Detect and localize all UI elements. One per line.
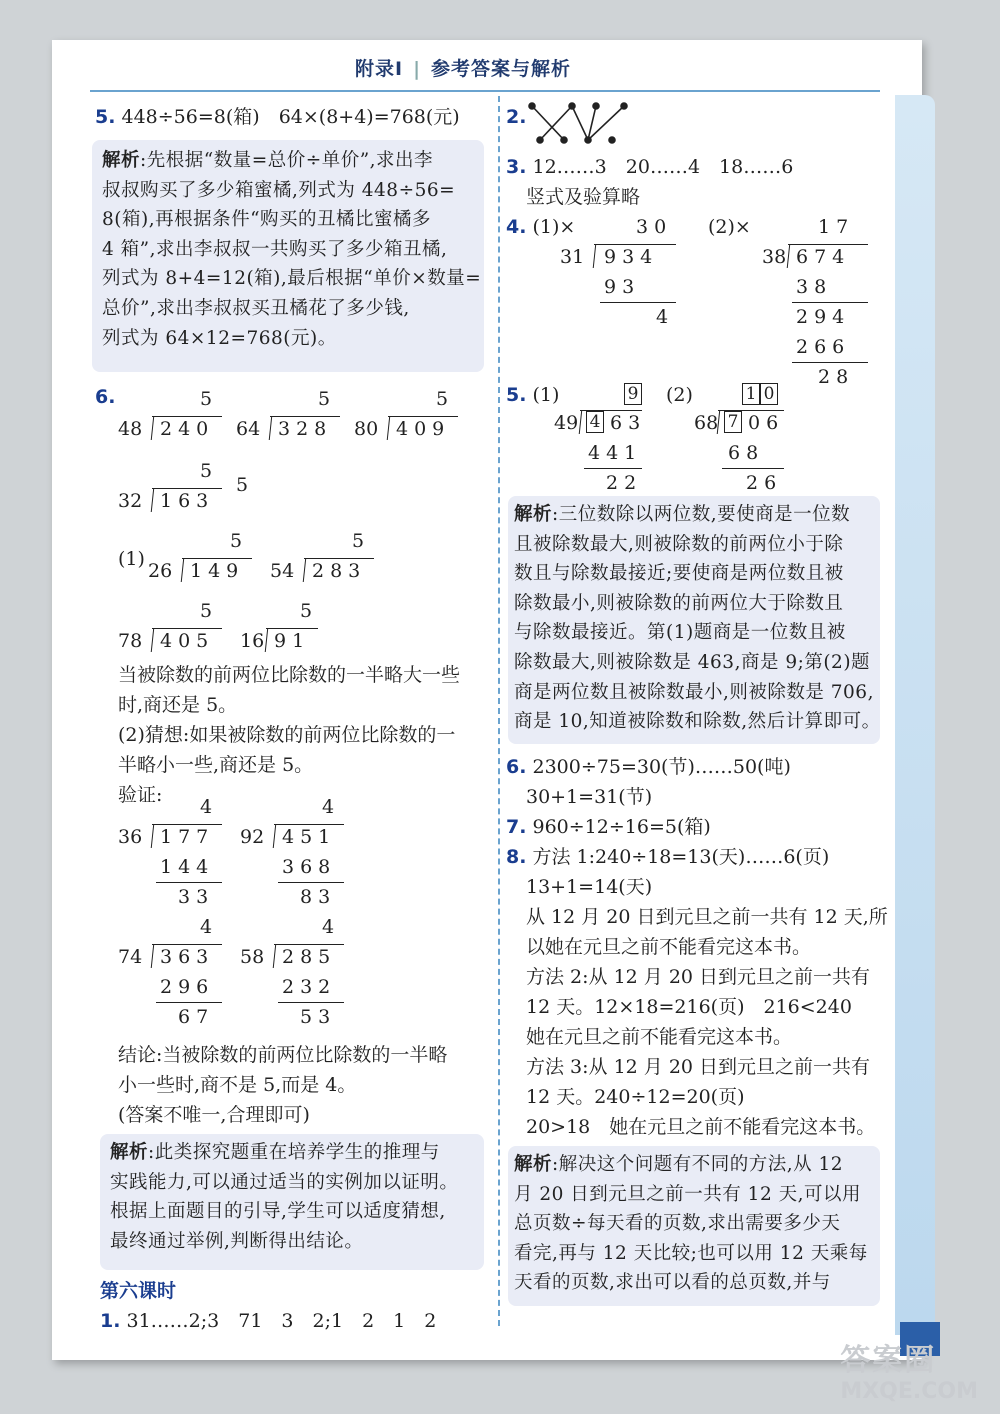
dividend: 451 bbox=[282, 826, 337, 848]
dividend: 405 bbox=[160, 630, 215, 652]
quotient: 17 bbox=[818, 216, 855, 238]
divisor: 54 bbox=[270, 560, 295, 582]
explanation-3 bbox=[514, 500, 881, 737]
text-line: 半略小一些,商还是 5。 bbox=[118, 754, 314, 776]
bottom-dot bbox=[609, 137, 615, 143]
part-label: (2) bbox=[666, 384, 693, 406]
match-line bbox=[588, 106, 624, 140]
product: 144 bbox=[160, 856, 215, 878]
match-line bbox=[572, 106, 588, 140]
divisor: 68 bbox=[694, 412, 719, 434]
remainder: 33 bbox=[178, 886, 215, 908]
digit-box: 7 bbox=[724, 411, 742, 433]
question-number: 1. bbox=[100, 1310, 121, 1332]
side-note: 5 bbox=[236, 474, 249, 496]
text-line: 小一些时,商不是 5,而是 4。 bbox=[118, 1074, 357, 1096]
divisor: 64 bbox=[236, 418, 261, 440]
exp-line: 列式为 8+4=12(箱),最后根据“单价×数量= bbox=[102, 268, 482, 290]
appendix-label: 附录Ⅰ bbox=[355, 58, 404, 80]
text-line: 结论:当被除数的前两位比除数的一半略 bbox=[118, 1044, 448, 1066]
divisor: 32 bbox=[118, 490, 143, 512]
exp-line: :三位数除以两位数,要使商是一位数 bbox=[552, 504, 851, 525]
answer-text: 以她在元旦之前不能看完这本书。 bbox=[526, 936, 812, 958]
digit-box: 1 bbox=[742, 383, 760, 405]
answer-text: 12 天。12×18=216(页) 216<240 bbox=[526, 996, 852, 1018]
divisor: 92 bbox=[240, 826, 265, 848]
answer-text: 2300÷75=30(节)……50(吨) bbox=[532, 756, 791, 778]
question-number: 5. bbox=[506, 384, 527, 406]
match-line bbox=[532, 106, 564, 140]
exp-line: 叔叔购买了多少箱蜜橘,列式为 448÷56= bbox=[102, 179, 456, 201]
exp-line: 与除数最接近。第(1)题商是一位数且被 bbox=[514, 622, 846, 644]
product: 93 bbox=[604, 276, 641, 298]
answer-text: 960÷12÷16=5(箱) bbox=[532, 816, 711, 838]
exp-line: 列式为 64×12=768(元)。 bbox=[102, 327, 337, 349]
product: 441 bbox=[588, 442, 643, 464]
exp-line: 月 20 日到元旦之前一共有 12 天,可以用 bbox=[514, 1183, 861, 1205]
left-q1 bbox=[100, 1310, 436, 1333]
divisor: 74 bbox=[118, 946, 143, 968]
quotient: 30 bbox=[636, 216, 673, 238]
text-line: 时,商还是 5。 bbox=[118, 694, 238, 716]
explanation-2 bbox=[110, 1138, 458, 1256]
matching-lines-diagram bbox=[524, 100, 644, 146]
part-label: (1) bbox=[532, 384, 560, 406]
quotient: 5 bbox=[352, 530, 371, 552]
answer-text: 448÷56=8(箱) 64×(8+4)=768(元) bbox=[121, 106, 460, 128]
answer-text: 30+1=31(节) bbox=[526, 786, 653, 808]
exp-line: 且被除数最大,则被除数的前两位小于除 bbox=[514, 533, 844, 555]
exp-line: 除数最大,则被除数是 463,商是 9;第(2)题 bbox=[514, 651, 871, 673]
quotient: 4 bbox=[200, 796, 219, 818]
dividend: 63 bbox=[610, 412, 647, 434]
answer-text: 13+1=14(天) bbox=[526, 876, 653, 898]
explanation-4 bbox=[514, 1150, 868, 1298]
exp-line: 看完,再与 12 天比较;也可以用 12 天乘每 bbox=[514, 1242, 868, 1264]
exp-line: 8(箱),再根据条件“购买的丑橘比蜜橘多 bbox=[102, 209, 432, 231]
explanation-label: 解析 bbox=[102, 150, 141, 171]
exp-line: 根据上面题目的引导,学生可以适度猜想, bbox=[110, 1201, 446, 1223]
quotient: 4 bbox=[200, 916, 219, 938]
watermark-logo-text: 答案圈 bbox=[840, 1343, 937, 1378]
divisor: 38 bbox=[762, 246, 787, 268]
exp-line: 商是两位数且被除数最小,则被除数是 706, bbox=[514, 681, 874, 703]
dividend: 240 bbox=[160, 418, 215, 440]
exp-line: 总价”,求出李叔叔买丑橘花了多少钱, bbox=[102, 297, 410, 319]
question-number: 6. bbox=[506, 756, 527, 778]
remainder: 26 bbox=[746, 472, 783, 494]
text-line: (2)猜想:如果被除数的前两位比除数的一 bbox=[118, 724, 456, 746]
quotient: 5 bbox=[200, 460, 219, 482]
column-divider bbox=[498, 96, 500, 1326]
right-q5 bbox=[506, 384, 559, 407]
dividend: 363 bbox=[160, 946, 215, 968]
dividend: 328 bbox=[278, 418, 333, 440]
watermark-url: MXQE.COM bbox=[840, 1379, 978, 1404]
remainder: 67 bbox=[178, 1006, 215, 1028]
dividend: 934 bbox=[604, 246, 659, 268]
divisor: 16 bbox=[240, 630, 265, 652]
divisor: 36 bbox=[118, 826, 143, 848]
right-q8 bbox=[506, 846, 829, 869]
explanation-1 bbox=[102, 146, 481, 353]
quotient: 5 bbox=[436, 388, 455, 410]
dividend: 409 bbox=[396, 418, 451, 440]
answer-text: 她在元旦之前不能看完这本书。 bbox=[526, 1026, 793, 1048]
quotient: 5 bbox=[200, 388, 219, 410]
answer-text: 31……2;3 71 3 2;1 2 1 2 bbox=[126, 1310, 437, 1332]
exp-line: 天看的页数,求出可以看的总页数,并与 bbox=[514, 1272, 831, 1294]
digit-box: 4 bbox=[586, 411, 604, 433]
digit-box: 9 bbox=[624, 383, 642, 405]
quotient: 5 bbox=[318, 388, 337, 410]
answer-text: 方法 1:240÷18=13(天)……6(页) bbox=[532, 846, 830, 868]
divisor: 78 bbox=[118, 630, 143, 652]
answer-text: 20>18 她在元旦之前不能看完这本书。 bbox=[526, 1116, 876, 1138]
dividend: 149 bbox=[190, 560, 245, 582]
page-edge-tab bbox=[895, 95, 935, 1335]
product: 68 bbox=[728, 442, 765, 464]
dividend: 674 bbox=[796, 246, 851, 268]
product: 38 bbox=[796, 276, 833, 298]
dividend: 91 bbox=[274, 630, 311, 652]
match-line bbox=[540, 106, 572, 140]
remainder: 53 bbox=[300, 1006, 337, 1028]
match-line bbox=[588, 106, 596, 140]
dividend: 177 bbox=[160, 826, 215, 848]
remainder: 83 bbox=[300, 886, 337, 908]
answer-text: 竖式及验算略 bbox=[526, 186, 641, 208]
dividend: 163 bbox=[160, 490, 215, 512]
right-q3 bbox=[506, 156, 793, 179]
answer-text: 12……3 20……4 18……6 bbox=[532, 156, 794, 178]
page-header: 附录Ⅰ | 参考答案与解析 bbox=[355, 58, 572, 80]
divisor: 26 bbox=[148, 560, 173, 582]
question-number: 7. bbox=[506, 816, 527, 838]
text-line: (答案不唯一,合理即可) bbox=[118, 1104, 310, 1126]
exp-line: 4 箱”,求出李叔叔一共购买了多少箱丑橘, bbox=[102, 238, 448, 260]
dividend: 285 bbox=[282, 946, 337, 968]
right-q7 bbox=[506, 816, 711, 839]
dividend: 06 bbox=[748, 412, 785, 434]
divisor: 58 bbox=[240, 946, 265, 968]
remainder: 22 bbox=[606, 472, 643, 494]
exp-line: 总页数÷每天看的页数,求出需要多少天 bbox=[514, 1213, 841, 1235]
answer-text: 方法 3:从 12 月 20 日到元旦之前一共有 bbox=[526, 1056, 871, 1078]
partial: 294 bbox=[796, 306, 851, 328]
part-answer: (2)× bbox=[708, 216, 751, 238]
quotient: 4 bbox=[322, 796, 341, 818]
product: 232 bbox=[282, 976, 337, 998]
right-q6 bbox=[506, 756, 791, 779]
divisor: 80 bbox=[354, 418, 379, 440]
answer-text: 12 天。240÷12=20(页) bbox=[526, 1086, 745, 1108]
question-number: 4. bbox=[506, 216, 527, 238]
explanation-label: 解析 bbox=[110, 1142, 149, 1163]
question-number: 3. bbox=[506, 156, 527, 178]
digit-box: 0 bbox=[760, 383, 778, 405]
lesson-title: 第六课时 bbox=[100, 1280, 177, 1302]
left-q5 bbox=[95, 106, 460, 129]
question-number: 6. bbox=[95, 386, 116, 408]
part-answer: (1)× bbox=[532, 216, 576, 238]
site-watermark bbox=[840, 1335, 978, 1404]
explanation-label: 解析 bbox=[514, 1154, 553, 1175]
right-q4 bbox=[506, 216, 575, 239]
exp-line: :解决这个问题有不同的方法,从 12 bbox=[552, 1154, 844, 1175]
divisor: 31 bbox=[560, 246, 585, 268]
exp-line: 最终通过举例,判断得出结论。 bbox=[110, 1230, 364, 1252]
explanation-label: 解析 bbox=[514, 504, 553, 525]
text-line: 当被除数的前两位比除数的一半略大一些 bbox=[118, 664, 461, 686]
quotient: 4 bbox=[322, 916, 341, 938]
remainder: 4 bbox=[656, 306, 675, 328]
quotient: 5 bbox=[230, 530, 249, 552]
divisor: 48 bbox=[118, 418, 143, 440]
product: 368 bbox=[282, 856, 337, 878]
exp-line: 除数最小,则被除数的前两位大于除数且 bbox=[514, 592, 844, 614]
question-number: 2. bbox=[506, 106, 527, 128]
question-number: 8. bbox=[506, 846, 527, 868]
part-label: (1) bbox=[118, 548, 145, 570]
exp-line: :此类探究题重在培养学生的推理与 bbox=[148, 1142, 440, 1163]
header-rule bbox=[90, 90, 880, 92]
remainder: 28 bbox=[818, 366, 855, 388]
answer-text: 方法 2:从 12 月 20 日到元旦之前一共有 bbox=[526, 966, 871, 988]
quotient: 5 bbox=[300, 600, 319, 622]
exp-line: 数且与除数最接近;要使商是两位数且被 bbox=[514, 563, 844, 585]
question-number: 5. bbox=[95, 106, 116, 128]
answer-text: 从 12 月 20 日到元旦之前一共有 12 天,所 bbox=[526, 906, 888, 928]
product: 266 bbox=[796, 336, 851, 358]
exp-line: 商是 10,知道被除数和除数,然后计算即可。 bbox=[514, 711, 881, 733]
exp-line: 实践能力,可以通过适当的实例加以证明。 bbox=[110, 1171, 459, 1193]
quotient: 5 bbox=[200, 600, 219, 622]
divisor: 49 bbox=[554, 412, 579, 434]
product: 296 bbox=[160, 976, 215, 998]
dividend: 283 bbox=[312, 560, 367, 582]
exp-line: :先根据“数量=总价÷单价”,求出李 bbox=[140, 150, 434, 171]
header-title: 参考答案与解析 bbox=[431, 58, 572, 80]
text-line: 验证: bbox=[118, 784, 163, 806]
